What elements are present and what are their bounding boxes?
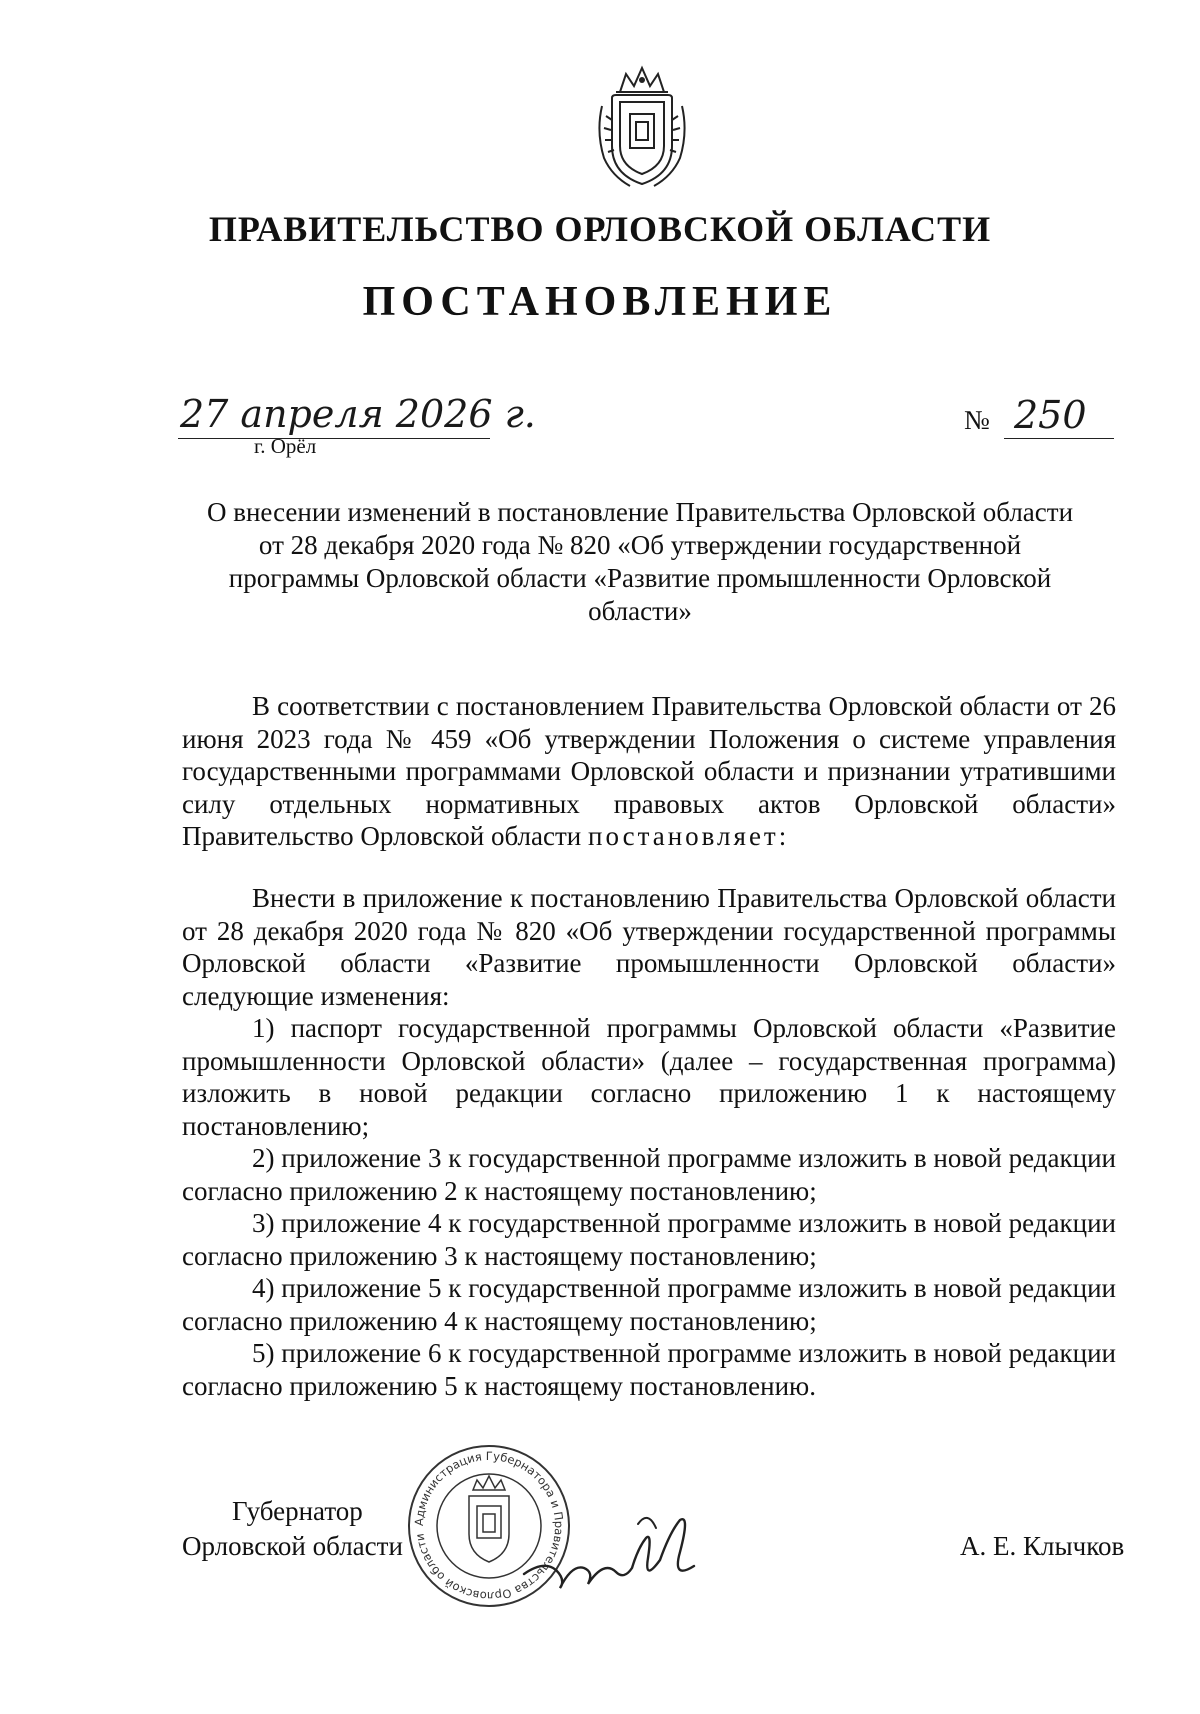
signatory-title-line1: Губернатор — [232, 1496, 363, 1526]
list-item: 5) приложение 6 к государственной программе изложить в новой редакции согласно приложению 5 к настоящему постановлению. — [182, 1338, 1116, 1401]
document-subject: О внесении изменений в постановление Правительства Орловской области от 28 декабря 2020 года № 820 «Об утверждении государственной программы Орловской области «Развитие промышленности Орловской области» — [206, 497, 1074, 626]
signatory-title-line2: Орловской области — [182, 1531, 403, 1561]
preamble-text: В соответствии с постановлением Правительства Орловской области от 26 июня 2023 года № 459 «Об утверждении Положения о системе управления государственными программами Орловской области и признании утратившими силу отдельных нормативных правовых актов Орловской области» Правительство Орловской области — [182, 691, 1116, 851]
number-sign: № — [964, 405, 990, 435]
handwritten-signature — [520, 1494, 698, 1594]
handwritten-number: 250 — [1014, 393, 1087, 437]
body-intro: Внести в приложение к постановлению Правительства Орловской области от 28 декабря 2020 года № 820 «Об утверждении государственной программы Орловской области «Развитие промышленности Орловской области» следующие изменения: — [182, 883, 1116, 1011]
document-type: ПОСТАНОВЛЕНИЕ — [362, 279, 838, 325]
number-underline — [1004, 438, 1114, 439]
list-item: 2) приложение 3 к государственной программе изложить в новой редакции согласно приложению 2 к настоящему постановлению; — [182, 1143, 1116, 1206]
preamble-paragraph — [182, 690, 1116, 853]
city: г. Орёл — [254, 434, 317, 458]
seal-text: Администрация Губернатора и Правительства Орловской области — [411, 1448, 567, 1604]
signatory-name: А. Е. Клычков — [960, 1531, 1125, 1561]
decree-word: постановляет: — [588, 821, 790, 851]
coat-of-arms-icon — [590, 62, 694, 190]
list-item: 1) паспорт государственной программы Орловской области «Развитие промышленности Орловской области» (далее – государственная программа) изложить в новой редакции согласно приложению 1 к настоящему постановлению; — [182, 1013, 1116, 1141]
list-item: 3) приложение 4 к государственной программе изложить в новой редакции согласно приложению 3 к настоящему постановлению; — [182, 1208, 1116, 1271]
body-section — [182, 882, 1116, 1402]
list-item: 4) приложение 5 к государственной программе изложить в новой редакции согласно приложению 4 к настоящему постановлению; — [182, 1273, 1116, 1336]
date-underline — [178, 438, 490, 439]
handwritten-date: 27 апреля 2026 г. — [180, 392, 536, 436]
organization-name: ПРАВИТЕЛЬСТВО ОРЛОВСКОЙ ОБЛАСТИ — [208, 209, 992, 249]
